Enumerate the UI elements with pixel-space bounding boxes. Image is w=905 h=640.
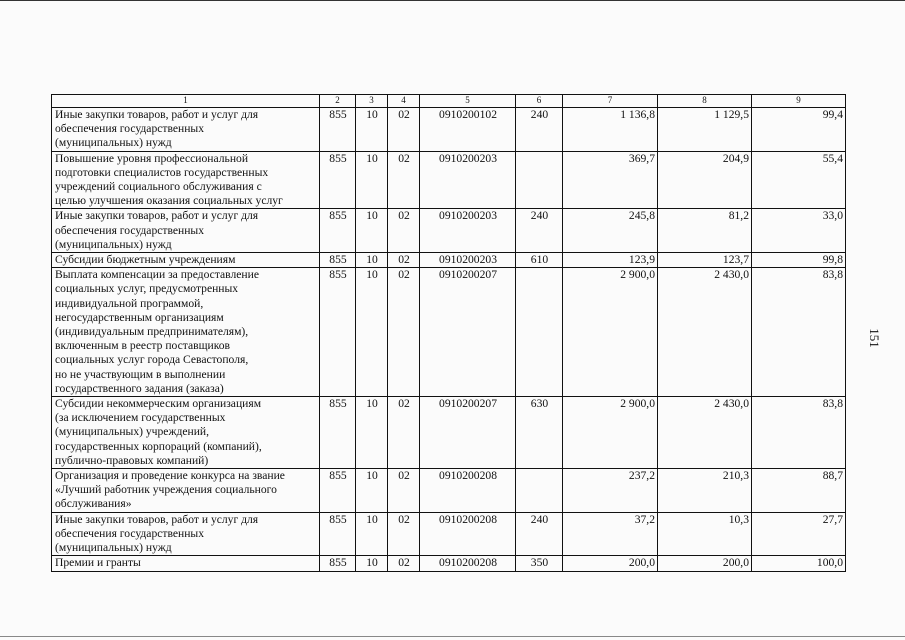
cell-ved: 855 — [320, 108, 356, 152]
cell-name-line: (муниципальных) учреждений, — [55, 425, 210, 439]
cell-name-line: «Лучший работник учреждения социального — [55, 483, 277, 497]
cell-name — [52, 556, 320, 571]
cell-percent: 99,4 — [752, 108, 846, 152]
cell-subsection: 02 — [388, 268, 420, 397]
cell-name-line: подготовки специалистов государственных — [55, 165, 269, 179]
cell-target-article: 0910200208 — [420, 556, 516, 571]
budget-table — [51, 94, 846, 572]
cell-planned: 2 900,0 — [563, 397, 658, 469]
table-row — [52, 108, 846, 152]
cell-name — [52, 469, 320, 513]
cell-target-article: 0910200208 — [420, 469, 516, 513]
cell-name-line: Субсидии некоммерческим организациям — [55, 397, 262, 411]
cell-expense-type — [516, 151, 563, 209]
cell-executed: 10,3 — [658, 512, 752, 556]
cell-target-article: 0910200207 — [420, 397, 516, 469]
cell-name-line: (муниципальных) нужд — [55, 136, 172, 150]
cell-name-line: Иные закупки товаров, работ и услуг для — [55, 108, 259, 121]
cell-target-article: 0910200203 — [420, 253, 516, 268]
table-row — [52, 397, 846, 469]
cell-section: 10 — [356, 512, 388, 556]
cell-percent: 33,0 — [752, 209, 846, 253]
cell-ved: 855 — [320, 268, 356, 397]
cell-name-line: Субсидии бюджетным учреждениям — [55, 253, 236, 267]
cell-name-line: Иные закупки товаров, работ и услуг для — [55, 512, 259, 526]
cell-expense-type — [516, 469, 563, 513]
cell-percent: 88,7 — [752, 469, 846, 513]
cell-percent: 100,0 — [752, 556, 846, 571]
cell-ved: 855 — [320, 151, 356, 209]
cell-name-line: социальных услуг города Севастополя, — [55, 353, 249, 367]
cell-expense-type: 610 — [516, 253, 563, 268]
header-cell: 4 — [388, 95, 420, 108]
cell-target-article: 0910200102 — [420, 108, 516, 152]
cell-executed: 200,0 — [658, 556, 752, 571]
cell-name — [52, 108, 320, 152]
cell-subsection: 02 — [388, 253, 420, 268]
cell-name-line: (за исключением государственных — [55, 411, 226, 425]
cell-name-line: Организация и проведение конкурса на звание — [55, 469, 285, 483]
cell-name-line: обеспечения государственных — [55, 223, 205, 237]
cell-name-line: Иные закупки товаров, работ и услуг для — [55, 209, 259, 223]
cell-executed: 2 430,0 — [658, 397, 752, 469]
cell-ved: 855 — [320, 556, 356, 571]
cell-target-article: 0910200203 — [420, 151, 516, 209]
cell-section: 10 — [356, 469, 388, 513]
cell-section: 10 — [356, 253, 388, 268]
cell-name-line: публично-правовых компаний) — [55, 453, 209, 467]
cell-name-line: целью улучшения оказания социальных услуг — [55, 194, 283, 208]
cell-percent: 83,8 — [752, 268, 846, 397]
cell-planned: 245,8 — [563, 209, 658, 253]
table-row — [52, 151, 846, 209]
cell-name-line: (муниципальных) нужд — [55, 541, 172, 555]
cell-planned: 237,2 — [563, 469, 658, 513]
cell-name-line: но не участвующим в выполнении — [55, 367, 226, 381]
cell-expense-type: 350 — [516, 556, 563, 571]
cell-percent: 99,8 — [752, 253, 846, 268]
header-cell: 6 — [516, 95, 563, 108]
table-row — [52, 209, 846, 253]
cell-name-line: Повышение уровня профессиональной — [55, 151, 249, 165]
cell-planned: 1 136,8 — [563, 108, 658, 152]
cell-section: 10 — [356, 268, 388, 397]
header-cell: 5 — [420, 95, 516, 108]
cell-name-line: государственного задания (заказа) — [55, 381, 224, 395]
cell-planned: 200,0 — [563, 556, 658, 571]
header-cell: 1 — [52, 95, 320, 108]
cell-name-line: индивидуальной программой, — [55, 296, 204, 310]
cell-planned: 37,2 — [563, 512, 658, 556]
cell-executed: 2 430,0 — [658, 268, 752, 397]
cell-ved: 855 — [320, 209, 356, 253]
cell-percent: 27,7 — [752, 512, 846, 556]
cell-name — [52, 512, 320, 556]
cell-percent: 83,8 — [752, 397, 846, 469]
cell-planned: 123,9 — [563, 253, 658, 268]
cell-name-line: обеспечения государственных — [55, 122, 205, 136]
cell-ved: 855 — [320, 253, 356, 268]
cell-executed: 123,7 — [658, 253, 752, 268]
cell-expense-type — [516, 268, 563, 397]
cell-name-line: Премии и гранты — [55, 556, 141, 570]
cell-target-article: 0910200207 — [420, 268, 516, 397]
table-body — [52, 108, 846, 572]
cell-executed: 1 129,5 — [658, 108, 752, 152]
cell-subsection: 02 — [388, 151, 420, 209]
cell-planned: 369,7 — [563, 151, 658, 209]
table-row — [52, 556, 846, 571]
cell-ved: 855 — [320, 397, 356, 469]
cell-executed: 210,3 — [658, 469, 752, 513]
cell-subsection: 02 — [388, 469, 420, 513]
cell-expense-type: 240 — [516, 209, 563, 253]
cell-name — [52, 268, 320, 397]
table-row — [52, 469, 846, 513]
cell-ved: 855 — [320, 469, 356, 513]
page-number: 151 — [867, 328, 882, 348]
cell-section: 10 — [356, 108, 388, 152]
cell-name-line: учреждений социального обслуживания с — [55, 180, 262, 194]
cell-expense-type: 630 — [516, 397, 563, 469]
header-cell: 3 — [356, 95, 388, 108]
cell-target-article: 0910200203 — [420, 209, 516, 253]
cell-name-line: включенным в реестр поставщиков — [55, 339, 231, 353]
cell-name-line: Выплата компенсации за предоставление — [55, 268, 259, 282]
header-cell: 9 — [752, 95, 846, 108]
cell-name — [52, 253, 320, 268]
cell-name — [52, 209, 320, 253]
cell-name-line: государственных корпораций (компаний), — [55, 439, 262, 453]
cell-subsection: 02 — [388, 512, 420, 556]
cell-subsection: 02 — [388, 556, 420, 571]
cell-subsection: 02 — [388, 209, 420, 253]
cell-name-line: (индивидуальным предпринимателям), — [55, 325, 249, 339]
cell-name-line: обслуживания» — [55, 497, 132, 511]
cell-section: 10 — [356, 151, 388, 209]
cell-name-line: социальных услуг, предусмотренных — [55, 282, 239, 296]
cell-expense-type: 240 — [516, 108, 563, 152]
header-cell: 8 — [658, 95, 752, 108]
cell-ved: 855 — [320, 512, 356, 556]
cell-subsection: 02 — [388, 397, 420, 469]
cell-name-line: обеспечения государственных — [55, 526, 205, 540]
header-cell: 2 — [320, 95, 356, 108]
cell-name — [52, 151, 320, 209]
cell-expense-type: 240 — [516, 512, 563, 556]
cell-subsection: 02 — [388, 108, 420, 152]
table-row — [52, 512, 846, 556]
cell-executed: 204,9 — [658, 151, 752, 209]
table-row — [52, 253, 846, 268]
cell-name-line: негосударственным организациям — [55, 310, 224, 324]
cell-target-article: 0910200208 — [420, 512, 516, 556]
header-cell: 7 — [563, 95, 658, 108]
cell-planned: 2 900,0 — [563, 268, 658, 397]
header-row — [52, 95, 846, 108]
cell-name — [52, 397, 320, 469]
cell-percent: 55,4 — [752, 151, 846, 209]
table-row — [52, 268, 846, 397]
cell-section: 10 — [356, 397, 388, 469]
cell-name-line: (муниципальных) нужд — [55, 237, 172, 251]
cell-executed: 81,2 — [658, 209, 752, 253]
cell-section: 10 — [356, 556, 388, 571]
scan-edge-line — [0, 636, 905, 637]
cell-section: 10 — [356, 209, 388, 253]
page-top-edge — [0, 0, 905, 2]
